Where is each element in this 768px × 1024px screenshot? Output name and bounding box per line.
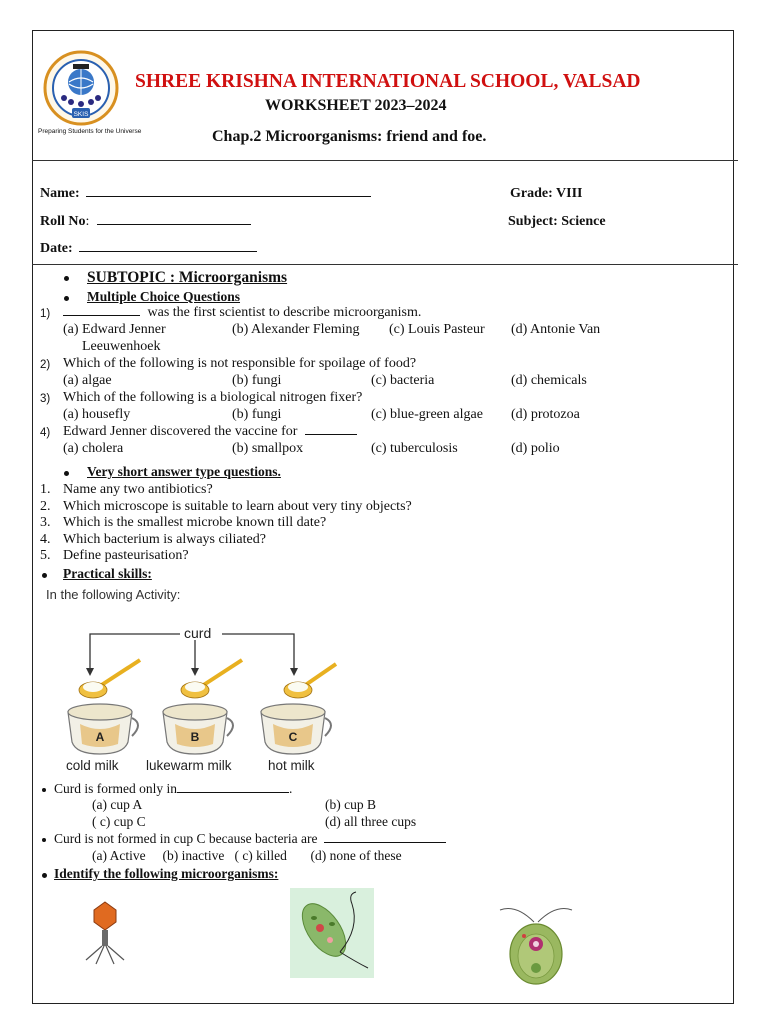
option-d: (d) chemicals (511, 373, 587, 388)
answer-blank[interactable] (305, 434, 357, 435)
cup-caption: cold milk (66, 758, 119, 773)
option-c: (c) bacteria (371, 373, 435, 388)
short-answer-heading: Very short answer type questions. (87, 464, 281, 479)
header-divider (32, 160, 738, 161)
q-text (63, 424, 357, 440)
info-divider (32, 264, 738, 265)
identify-heading: Identify the following microorganisms: (54, 866, 279, 881)
cup-a-icon (68, 704, 138, 754)
roll-row (40, 214, 251, 230)
option-c: (c) Louis Pasteur (389, 322, 485, 337)
option-a: (a) cup A (92, 797, 143, 812)
cup-letter: B (190, 730, 200, 744)
option-d: (d) Antonie Van (511, 322, 601, 337)
list-number: 2. (40, 499, 51, 514)
euglena-icon (290, 888, 374, 978)
curd-label: curd (184, 625, 212, 641)
answer-blank[interactable] (63, 315, 140, 316)
curd-q1 (54, 781, 292, 797)
curd-q2-options: (a) Active (b) inactive ( c) killed (d) none of these (92, 848, 402, 863)
name-field[interactable] (86, 196, 371, 197)
list-number: 5. (40, 548, 51, 563)
option-b: (b) smallpox (232, 441, 304, 456)
option-b: (b) Alexander Fleming (232, 322, 360, 337)
answer-blank[interactable] (324, 842, 446, 843)
grade-label: Grade: VIII (510, 186, 583, 201)
bullet (64, 276, 69, 281)
list-item: Which is the smallest microbe known till date? (63, 515, 327, 530)
practical-intro: In the following Activity: (46, 587, 181, 602)
option-d: (d) protozoa (511, 407, 580, 422)
list-item: Define pasteurisation? (63, 548, 189, 563)
cup-b-icon (163, 704, 233, 754)
q-text-body: was the first scientist to describe microorganism. (147, 305, 422, 320)
option-c: (c) blue-green algae (371, 407, 483, 422)
chlamydomonas-icon (496, 900, 576, 988)
option-d: (d) all three cups (325, 814, 417, 829)
curd-q1-end: . (289, 781, 293, 796)
option-c: ( c) cup C (92, 814, 146, 829)
q-text: Which of the following is not responsible for spoilage of food? (63, 356, 417, 371)
bullet (42, 838, 46, 842)
cup-c-icon (261, 704, 331, 754)
curd-q1-text: Curd is formed only in (54, 781, 177, 796)
mcq-heading: Multiple Choice Questions (87, 289, 241, 304)
bullet (42, 573, 47, 578)
option-a: (a) Edward Jenner (63, 322, 166, 337)
list-number: 1. (40, 482, 51, 497)
date-field[interactable] (79, 251, 257, 252)
bacteriophage-icon (80, 900, 130, 970)
q-number: 2) (40, 359, 51, 371)
name-label: Name: (40, 186, 80, 201)
name-row (40, 186, 371, 202)
cup-caption: hot milk (268, 758, 315, 773)
cup-letter: C (288, 730, 298, 744)
school-logo (38, 48, 124, 134)
school-name: SHREE KRISHNA INTERNATIONAL SCHOOL, VALSAD (135, 71, 641, 92)
chapter-title: Chap.2 Microorganisms: friend and foe. (212, 128, 487, 145)
q-number: 1) (40, 308, 51, 320)
cup-letter: A (95, 730, 105, 744)
bullet (64, 296, 69, 301)
option-b: (b) fungi (232, 407, 282, 422)
option-a: (a) algae (63, 373, 112, 388)
date-row (40, 241, 257, 257)
practical-heading: Practical skills: (63, 566, 152, 581)
q-text-body: Edward Jenner discovered the vaccine for (63, 424, 298, 439)
curd-q2 (54, 831, 446, 847)
logo-text: SKIS (73, 111, 89, 118)
logo-caption: Preparing Students for the Universe (38, 128, 142, 135)
list-number: 3. (40, 515, 51, 530)
option-b: (b) fungi (232, 373, 282, 388)
roll-colon: : (85, 214, 90, 229)
date-label: Date: (40, 241, 73, 256)
worksheet-title: WORKSHEET 2023–2024 (265, 97, 447, 114)
subject-label: Subject: Science (508, 214, 606, 229)
q-number: 3) (40, 393, 51, 405)
option-c: (c) tuberculosis (371, 441, 458, 456)
roll-label: Roll No (40, 214, 86, 229)
option-d: (d) polio (511, 441, 560, 456)
q-text: Which of the following is a biological nitrogen fixer? (63, 390, 363, 405)
curd-q2-text: Curd is not formed in cup C because bacteria are (54, 831, 318, 846)
roll-field[interactable] (97, 224, 251, 225)
option-a: (a) cholera (63, 441, 124, 456)
answer-blank[interactable] (177, 792, 289, 793)
curd-activity-figure (60, 620, 340, 778)
q-number: 4) (40, 427, 51, 439)
list-item: Which bacterium is always ciliated? (63, 532, 266, 547)
option-d-continued: Leeuwenhoek (82, 339, 161, 354)
list-item: Name any two antibiotics? (63, 482, 213, 497)
option-b: (b) cup B (325, 797, 376, 812)
subtopic-heading: SUBTOPIC : Microorganisms (87, 269, 288, 286)
bullet (64, 471, 69, 476)
bullet (42, 873, 47, 878)
list-number: 4. (40, 532, 51, 547)
option-a: (a) housefly (63, 407, 131, 422)
cup-caption: lukewarm milk (146, 758, 232, 773)
q-text (63, 305, 421, 321)
list-item: Which microscope is suitable to learn about very tiny objects? (63, 499, 412, 514)
bullet (42, 788, 46, 792)
